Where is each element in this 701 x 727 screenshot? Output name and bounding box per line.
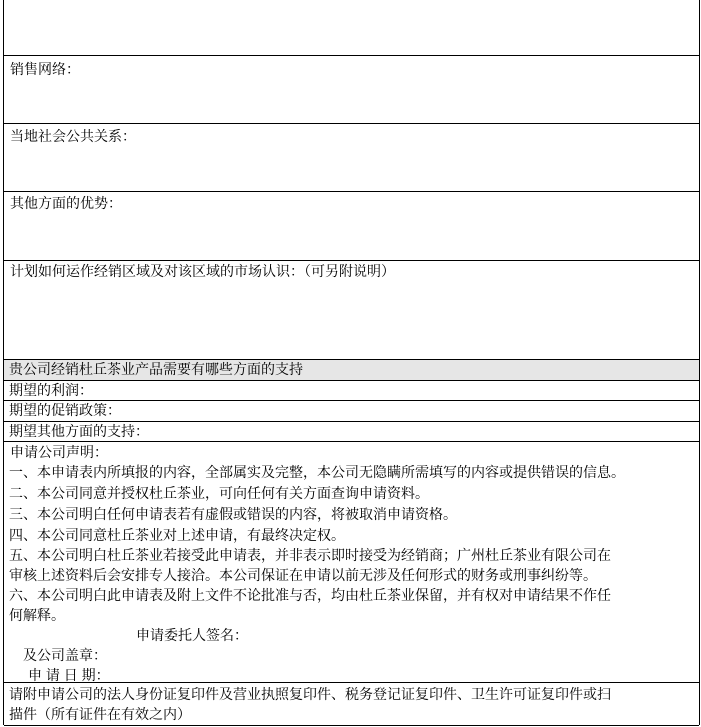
expected-promotion-label: 期望的促销政策：: [9, 402, 121, 418]
attachment-note-line-2: 描件（所有证件在有效之内）: [9, 706, 191, 722]
expected-other-support-row: [4, 422, 699, 442]
market-plan-row: [4, 261, 699, 360]
attachment-note-line-1: 请附申请公司的法人身份证复印件及营业执照复印件、税务登记证复印件、卫生许可证复印件或扫: [9, 686, 611, 702]
top-blank-row: [4, 0, 699, 56]
other-advantages-label: 其他方面的优势：: [10, 195, 122, 211]
support-header-row: [4, 360, 699, 381]
declaration-title: 申请公司声明：: [10, 444, 108, 460]
application-form: [3, 0, 700, 725]
declaration-item-3: 三、本公司明白任何申请表若有虚假或错误的内容，将被取消申请资格。: [9, 506, 457, 522]
local-relations-row: [4, 124, 699, 192]
declaration-section: [4, 442, 699, 683]
declaration-item-5-line-1: 五、本公司明白杜丘茶业若接受此申请表，并非表示即时接受为经销商；广州杜丘茶业有限公司在: [9, 547, 611, 563]
expected-profit-row: [4, 381, 699, 401]
declaration-item-4: 四、本公司同意杜丘茶业对上述申请，有最终决定权。: [9, 527, 345, 543]
sales-network-row: [4, 56, 699, 124]
application-date-label: 申 请 日 期：: [28, 667, 110, 683]
declaration-item-6-line-2: 何解释。: [9, 607, 65, 623]
local-relations-label: 当地社会公共关系：: [10, 128, 136, 144]
expected-promotion-row: [4, 401, 699, 422]
attachment-note: [4, 682, 699, 726]
expected-profit-label: 期望的利润：: [9, 382, 93, 398]
declaration-item-6-line-1: 六、本公司明白此申请表及附上文件不论批准与否，均由杜丘茶业保留，并有权对申请结果不作任: [9, 587, 611, 603]
expected-other-support-label: 期望其他方面的支持：: [9, 423, 149, 439]
declaration-item-5-line-2: 审核上述资料后会安排专人接洽。本公司保证在申请以前无涉及任何形式的财务或刑事纠纷等。: [9, 567, 597, 583]
support-header-label: 贵公司经销杜丘茶业产品需要有哪些方面的支持: [9, 361, 303, 377]
declaration-item-1: 一、本申请表内所填报的内容，全部属实及完整，本公司无隐瞒所需填写的内容或提供错误的信息。: [9, 464, 625, 480]
declaration-item-2: 二、本公司同意并授权杜丘茶业，可向任何有关方面查询申请资料。: [9, 485, 429, 501]
market-plan-label: 计划如何运作经销区域及对该区域的市场认识：（可另附说明）: [10, 263, 395, 279]
other-advantages-row: [4, 192, 699, 261]
sales-network-label: 销售网络：: [10, 61, 80, 77]
company-seal-label: 及公司盖章：: [23, 647, 107, 663]
signature-label: 申请委托人签名：: [136, 627, 248, 643]
